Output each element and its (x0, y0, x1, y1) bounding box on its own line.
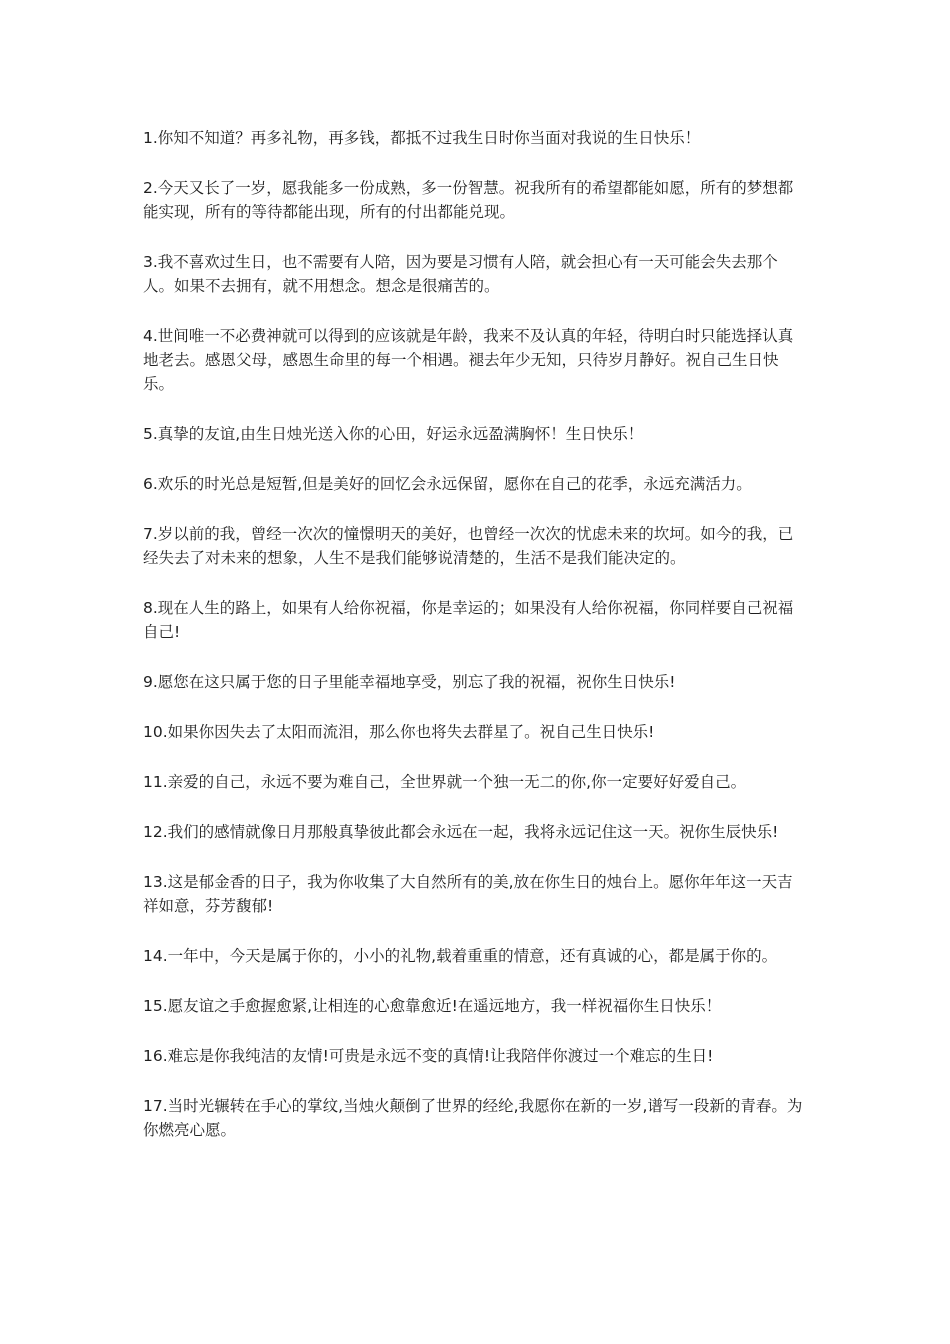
paragraph-2: 2.今天又长了一岁，愿我能多一份成熟，多一份智慧。祝我所有的希望都能如愿，所有的梦想都能实现，所有的等待都能出现，所有的付出都能兑现。 (143, 179, 794, 221)
paragraph-5: 5.真挚的友谊,由生日烛光送入你的心田，好运永远盈满胸怀！生日快乐！ (143, 425, 644, 443)
paragraph-11: 11.亲爱的自己，永远不要为难自己，全世界就一个独一无二的你,你一定要好好爱自己。 (143, 773, 747, 791)
paragraph-10: 10.如果你因失去了太阳而流泪，那么你也将失去群星了。祝自己生日快乐! (143, 723, 655, 741)
paragraph-9: 9.愿您在这只属于您的日子里能幸福地享受，别忘了我的祝福，祝你生日快乐! (143, 673, 676, 691)
paragraph-15: 15.愿友谊之手愈握愈紧,让相连的心愈靠愈近!在遥远地方，我一样祝福你生日快乐！ (143, 997, 722, 1015)
paragraph-17: 17.当时光辗转在手心的掌纹,当烛火颠倒了世界的经纶,我愿你在新的一岁,谱写一段新的青春。为你燃亮心愿。 (143, 1097, 803, 1139)
paragraph-6: 6.欢乐的时光总是短暂,但是美好的回忆会永远保留，愿你在自己的花季，永远充满活力。 (143, 475, 752, 493)
paragraph-3: 3.我不喜欢过生日，也不需要有人陪，因为要是习惯有人陪，就会担心有一天可能会失去那个人。如果不去拥有，就不用想念。想念是很痛苦的。 (143, 253, 778, 295)
paragraph-13: 13.这是郁金香的日子，我为你收集了大自然所有的美,放在你生日的烛台上。愿你年年这一天吉祥如意，芬芳馥郁! (143, 873, 793, 915)
paragraph-16: 16.难忘是你我纯洁的友情!可贵是永远不变的真情!让我陪伴你渡过一个难忘的生日! (143, 1047, 714, 1065)
paragraph-8: 8.现在人生的路上，如果有人给你祝福，你是幸运的；如果没有人给你祝福，你同样要自己祝福自己! (143, 599, 794, 641)
document-body (143, 126, 807, 1168)
paragraph-7: 7.岁以前的我，曾经一次次的憧憬明天的美好，也曾经一次次的忧虑未来的坎坷。如今的我，已经失去了对未来的想象，人生不是我们能够说清楚的，生活不是我们能决定的。 (143, 525, 794, 567)
paragraph-12: 12.我们的感情就像日月那般真挚彼此都会永远在一起，我将永远记住这一天。祝你生辰快乐! (143, 823, 779, 841)
paragraph-14: 14.一年中，今天是属于你的，小小的礼物,载着重重的情意，还有真诚的心，都是属于你的。 (143, 947, 778, 965)
paragraph-1: 1.你知不知道？再多礼物，再多钱，都抵不过我生日时你当面对我说的生日快乐！ (143, 129, 701, 147)
paragraph-4: 4.世间唯一不必费神就可以得到的应该就是年龄，我来不及认真的年轻，待明白时只能选择认真地老去。感恩父母，感恩生命里的每一个相遇。褪去年少无知，只待岁月静好。祝自己生日快乐。 (143, 327, 794, 393)
